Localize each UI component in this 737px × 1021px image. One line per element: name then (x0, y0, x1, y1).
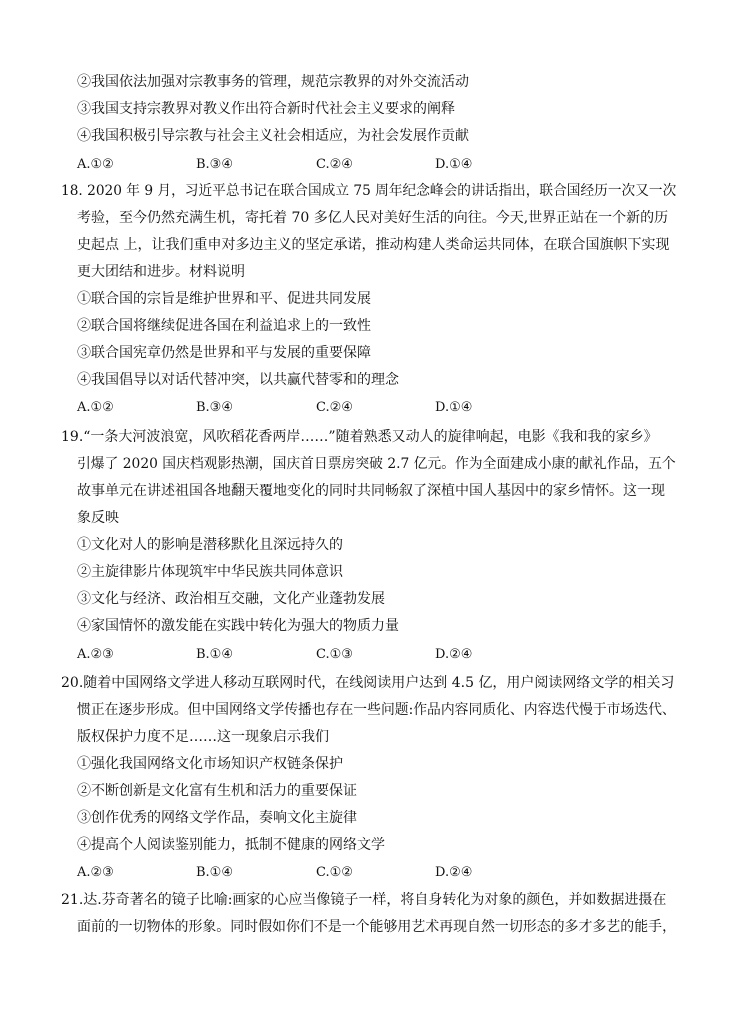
q20-stem-line-1: 20.随着中国网络文学进人移动互联网时代，在线阅读用户达到 4.5 亿，用户阅读网络文学的相关习 (61, 675, 675, 691)
q18-stem-line-2: 考验，至今仍然充满生机，寄托着 70 多亿人民对美好生活的向往。今天,世界正站在一个新的历 (77, 210, 669, 226)
q20-option-b: B.①④ (196, 865, 233, 880)
q18-stem-line-3: 史起点 上，让我们重申对多边主义的坚定承诺，推动构建人类命运共同体，在联合国旗帜下实现 (77, 237, 670, 253)
q19-stem-line-3: 故事单元在讲述祖国各地翻天覆地变化的同时共同畅叙了深植中国人基因中的家乡情怀。这一现 (77, 483, 665, 499)
prev-option-c: C.②④ (316, 157, 353, 172)
q19-option-c: C.①③ (316, 647, 353, 662)
q18-option-c: C.②④ (316, 400, 353, 415)
q18-statement-4: ④我国倡导以对话代替冲突，以共赢代替零和的理念 (77, 372, 399, 388)
q18-option-b: B.③④ (196, 400, 233, 415)
q19-stem-line-1: 19.“一条大河波浪宽，风吹稻花香两岸……”随着熟悉又动人的旋律响起，电影《我和我的家乡》 (61, 429, 658, 445)
q19-statement-1: ①文化对人的影响是潜移默化且深远持久的 (77, 537, 343, 553)
q19-statement-2: ②主旋律影片体现筑牢中华民族共同体意识 (77, 564, 343, 580)
prev-statement-4: ④我国积极引导宗教与社会主义社会相适应，为社会发展作贡献 (77, 128, 469, 144)
prev-option-d: D.①④ (435, 157, 473, 172)
q19-option-d: D.②④ (435, 647, 473, 662)
q18-stem-line-4: 更大团结和进步。材料说明 (77, 264, 245, 280)
q18-statement-1: ①联合国的宗旨是维护世界和平、促进共同发展 (77, 291, 371, 307)
q21-stem-line-1: 21.达.芬奇著名的镜子比喻:画家的心应当像镜子一样，将自身转化为对象的颜色，并如数据进摄在 (61, 892, 667, 908)
prev-statement-3: ③我国支持宗教界对教义作出符合新时代社会主义要求的阐释 (77, 101, 455, 117)
q19-stem-line-4: 象反映 (77, 510, 119, 526)
q19-option-a: A.②③ (77, 647, 114, 662)
q20-statement-4: ④提高个人阅读鉴别能力，抵制不健康的网络文学 (77, 837, 385, 853)
q21-stem-line-2: 面前的一切物体的形象。同时假如你们不是一个能够用艺术再现自然一切形态的多才多艺的能手， (77, 919, 676, 935)
q18-statement-3: ③联合国宪章仍然是世界和平与发展的重要保障 (77, 345, 371, 361)
prev-option-b: B.③④ (196, 157, 233, 172)
q20-statement-2: ②不断创新是文化富有生机和活力的重要保证 (77, 783, 357, 799)
prev-statement-2: ②我国依法加强对宗教事务的管理，规范宗教界的对外交流活动 (77, 74, 469, 90)
q18-stem-line-1: 18. 2020 年 9 月，习近平总书记在联合国成立 75 周年纪念峰会的讲话指出，联合国经历一次又一次 (61, 183, 677, 199)
q18-option-d: D.①④ (435, 400, 473, 415)
q19-option-b: B.①④ (196, 647, 233, 662)
prev-option-a: A.①② (77, 157, 114, 172)
q19-statement-4: ④家国情怀的激发能在实践中转化为强大的物质力量 (77, 618, 399, 634)
q20-option-a: A.②③ (77, 865, 114, 880)
q20-stem-line-3: 版权保护力度不足……这一现象启示我们 (77, 729, 329, 745)
q20-option-d: D.②④ (435, 865, 473, 880)
q18-option-a: A.①② (77, 400, 114, 415)
q20-option-c: C.①② (316, 865, 353, 880)
q20-statement-3: ③创作优秀的网络文学作品，奏响文化主旋律 (77, 810, 357, 826)
q18-statement-2: ②联合国将继续促进各国在利益追求上的一致性 (77, 318, 371, 334)
q20-statement-1: ①强化我国网络文化市场知识产权链条保护 (77, 756, 343, 772)
q20-stem-line-2: 惯正在逐步形成。但中国网络文学传播也存在一些问题:作品内容同质化、内容迭代慢于市场迭代、 (77, 702, 676, 718)
q19-statement-3: ③文化与经济、政治相互交融，文化产业蓬勃发展 (77, 591, 385, 607)
q19-stem-line-2: 引爆了 2020 国庆档观影热潮，国庆首日票房突破 2.7 亿元。作为全面建成小康的献礼作品，五个 (77, 456, 676, 472)
